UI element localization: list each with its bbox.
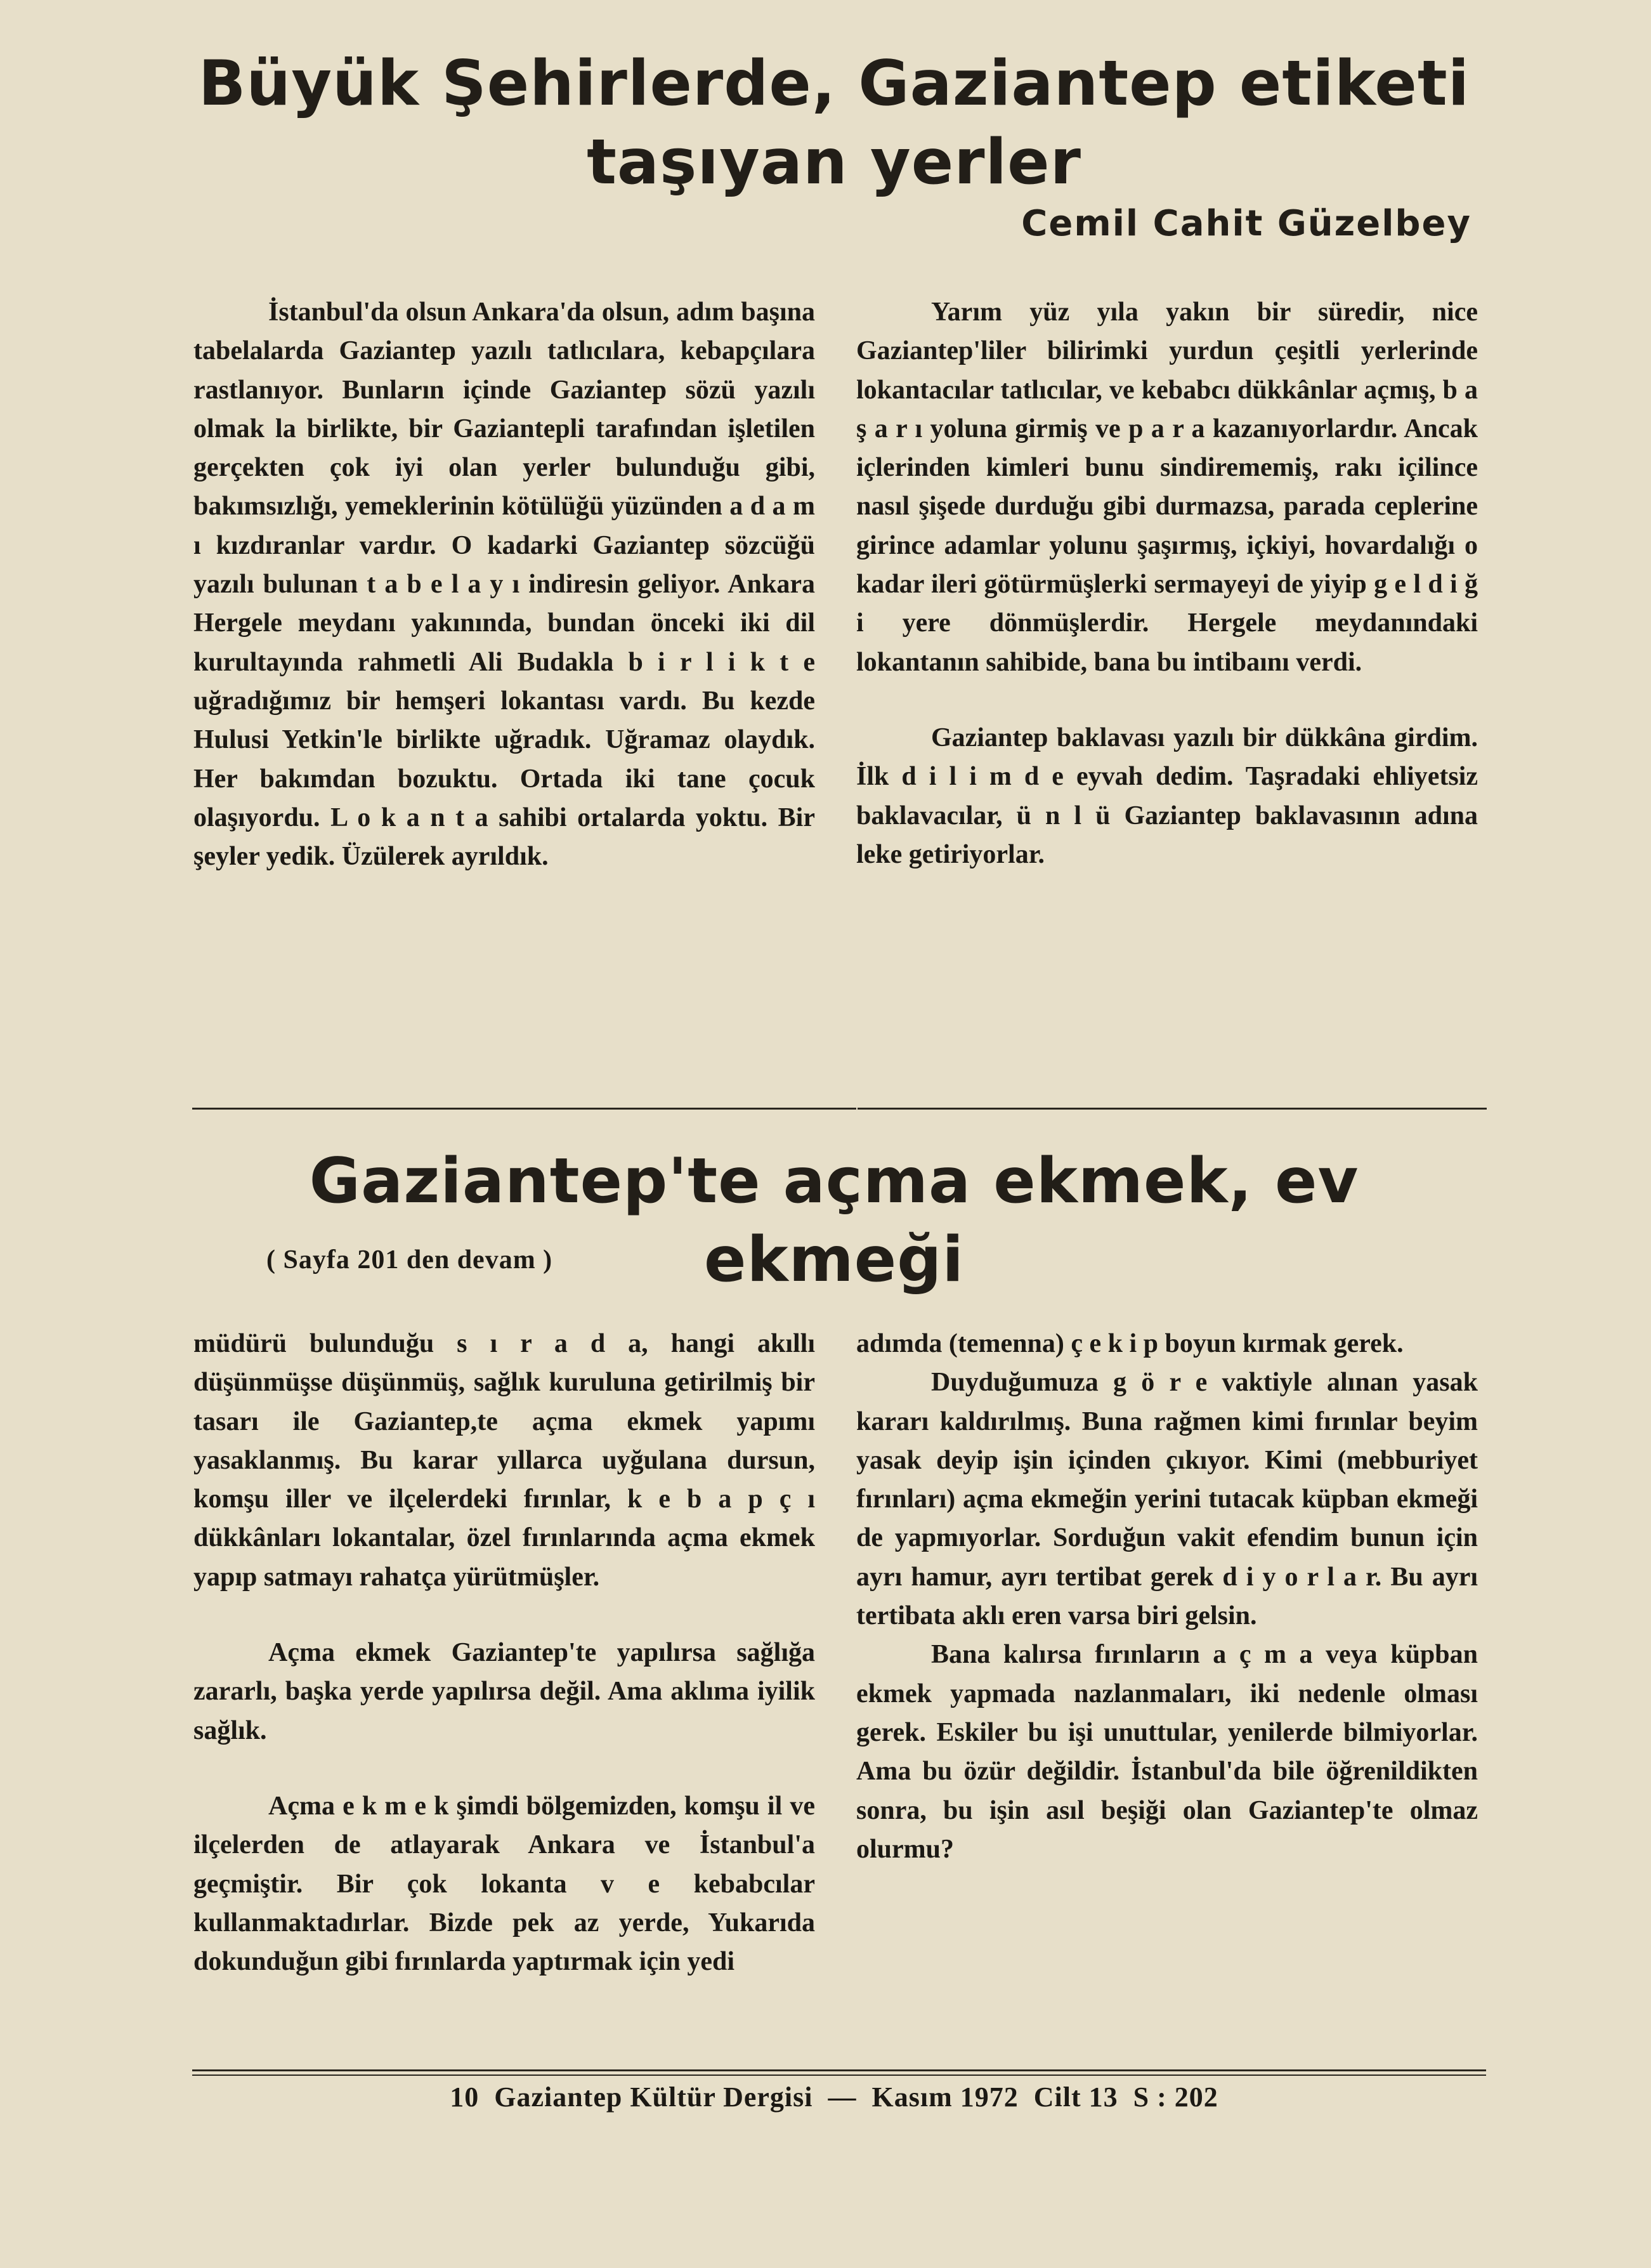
paragraph: İstanbul'da olsun Ankara'da olsun, adım başına tabelalarda Gaziantep yazılı tatlıcılara, kebapçılara rastlanıyor. Bunların içinde Gaziantep sözü yazılı olmak la birlikte, bir Gaziantepli tarafından işletilen gerçekten çok iyi olan yerler bulunduğu gibi, bakımsızlığı, yemeklerinin kötülüğü yüzünden a d a m ı kızdıranlar vardır. O kadarki Gaziantep sözcüğü yazılı bulunan t a b e l a y ı indiresin geliyor. Ankara Hergele meydanı yakınında, bundan önceki iki dil kurultayında rahmetli Ali Budakla b i r l i k t e uğradığımız bir hemşeri lokantası vardı. Bu kezde Hulusi Yetkin'le birlikte uğradık. Uğramaz olaydık. Her bakımdan bozuktu. Ortada iki tane çocuk olaşıyordu. L o k a n t a sahibi ortalarda yoktu. Bir şeyler yedik. Üzülerek ayrıldık. <box>193 298 815 872</box>
paragraph: Bana kalırsa fırınların a ç m a veya küpban ekmek yapmada nazlanmaları, iki nedenle olması gerek. Eskiler bu işi unuttular, yenilerde bilmiyorlar. Ama bu özür değildir. İstanbul'da bile öğrenildikten sonra, bu işin asıl beşiği olan Gaziantep'te olmaz olurmu? <box>856 1640 1478 1864</box>
section-divider-left <box>192 1108 826 1110</box>
article2-title: Gaziantep'te açma ekmek, ev ekmeği <box>309 1145 1359 1296</box>
article-author: Cemil Cahit Güzelbey <box>1021 203 1472 244</box>
paragraph: adımda (temenna) ç e k i p boyun kırmak gerek. <box>856 1329 1404 1358</box>
paragraph: Açma e k m e k şimdi bölgemizden, komşu il ve ilçelerden de atlayarak Ankara ve İstanbul'a geçmiştir. Bir çok lokanta v e kebabcılar kullanmaktadırlar. Bizde pek az yerde, Yukarıda dokunduğun gibi fırınlarda yaptırmak için yedi <box>193 1791 815 1977</box>
footer-rule-bottom <box>192 2075 1486 2076</box>
paragraph: müdürü bulunduğu s ı r a d a, hangi akıllı düşünmüşse düşünmüş, sağlık kuruluna getirilmiş bir tasarı ile Gaziantep,te açma ekmek yapımı yasaklanmış. Bu karar yıllarca uyğulana dursun, komşu iller ve ilçelerdeki fırınlar, k e b a p ç ı dükkânları lokantalar, özel fırınlarında açma ekmek yapıp satmayı rahatça yürütmüşler. <box>193 1329 815 1592</box>
issue-number: S : 202 <box>1133 2081 1218 2113</box>
page-footer <box>190 2081 1478 2113</box>
paragraph: Yarım yüz yıla yakın bir süredir, nice Gaziantep'liler bilirimki yurdun çeşitli yerlerinde lokantacılar tatlıcılar, ve kebabcı dükkânlar açmış, b a ş a r ı yoluna girmiş ve p a r a kazanıyorlardır. Ancak içlerinden kimleri bunu sindirememiş, rakı içilince nasıl şişede durduğu gibi durmazsa, parada ceplerine girince adamlar yolunu şaşırmış, içkiyi, hovardalığı o kadar ileri götürmüşlerki sermayeyi de yiyip g e l d i ğ i yere dönmüşlerdir. Hergele meydanındaki lokantanın sahibide, bana bu intibaını verdi. <box>856 298 1478 677</box>
section-divider-center <box>818 1108 856 1110</box>
article2-left-column <box>193 1325 815 1981</box>
article2-right-column <box>856 1325 1478 1869</box>
journal-name: Gaziantep Kültür Dergisi <box>494 2081 813 2113</box>
article-title <box>190 44 1478 202</box>
volume: Cilt 13 <box>1033 2081 1118 2113</box>
paragraph: Açma ekmek Gaziantep'te yapılırsa sağlığa zararlı, başka yerde yapılırsa değil. Ama aklıma iyilik sağlık. <box>193 1638 815 1745</box>
footer-dash: — <box>828 2081 857 2113</box>
article-title-line-2: taşıyan yerler <box>587 126 1081 199</box>
article1-right-column <box>856 293 1478 874</box>
issue-date: Kasım 1972 <box>871 2081 1019 2113</box>
article1-left-column <box>193 293 815 876</box>
footer-rule-top <box>192 2069 1486 2071</box>
continuation-note: ( Sayfa 201 den devam ) <box>266 1245 553 1275</box>
paragraph: Gaziantep baklavası yazılı bir dükkâna girdim. İlk d i l i m d e eyvah dedim. Taşradaki ehliyetsiz baklavacılar, ü n l ü Gaziantep baklavasının adına leke getiriyorlar. <box>856 723 1478 869</box>
article-title-line-1: Büyük Şehirlerde, Gaziantep etiketi <box>198 48 1470 120</box>
page-number: 10 <box>450 2081 480 2113</box>
section-divider-right <box>858 1108 1487 1110</box>
paragraph: Duyduğumuza g ö r e vaktiyle alınan yasak kararı kaldırılmış. Buna rağmen kimi fırınlar beyim yasak deyip işin içinden çıkıyor. Kimi (mebburiyet fırınları) açma ekmeğin yerini tutacak küpban ekmeği de yapmıyorlar. Sorduğun vakit efendim bunun için ayrı hamur, ayrı tertibat gerek d i y o r l a r. Bu ayrı tertibata aklı eren varsa biri gelsin. <box>856 1368 1478 1631</box>
